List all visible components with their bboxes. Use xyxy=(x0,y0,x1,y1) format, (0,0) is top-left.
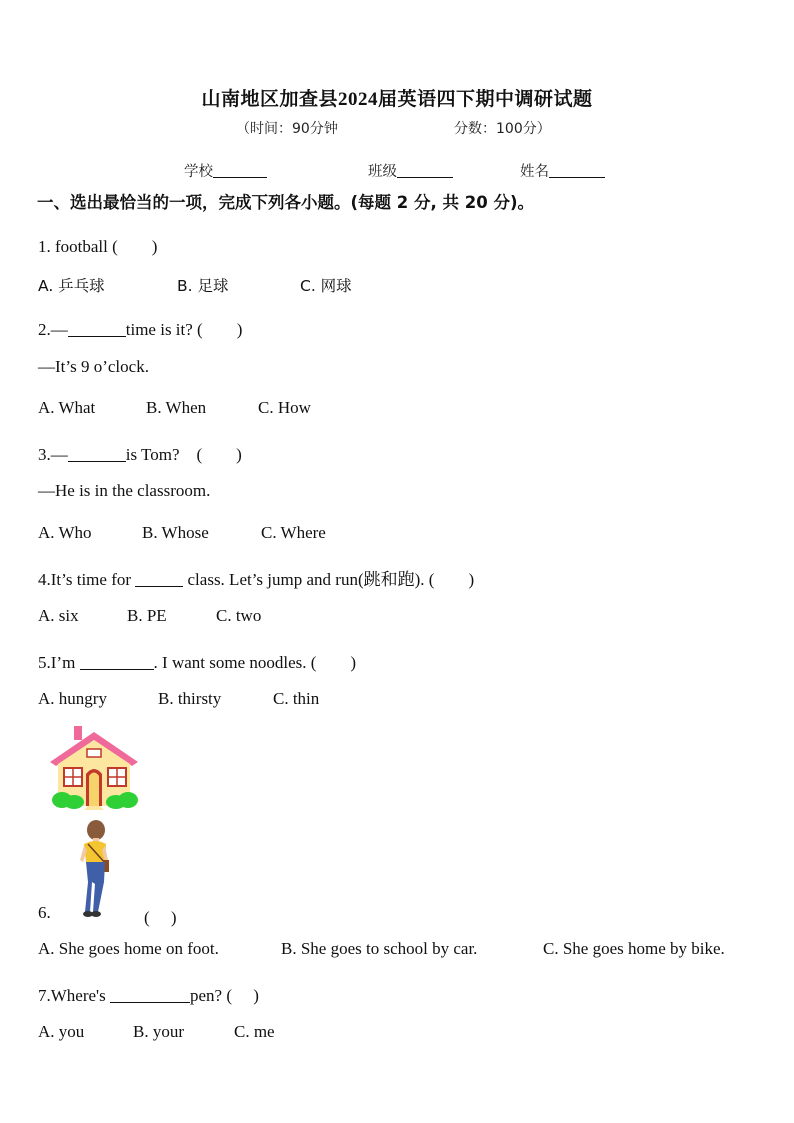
question-number: 4. xyxy=(38,570,51,589)
class-field xyxy=(368,160,453,181)
q1-option-b[interactable]: B. 足球 xyxy=(177,277,229,295)
name-field xyxy=(520,160,605,181)
girl-walking-icon xyxy=(80,820,109,917)
q4-option-b[interactable]: B. PE xyxy=(127,606,167,625)
exam-title: 山南地区加查县2024届英语四下期中调研试题 xyxy=(201,89,593,110)
school-blank[interactable] xyxy=(213,176,267,178)
question-stem: . I want some noodles. ( ) xyxy=(153,653,357,672)
question-6-stem: ( ) xyxy=(144,908,177,927)
q6-option-a[interactable]: A. She goes home on foot. xyxy=(38,939,219,958)
answer-blank[interactable] xyxy=(68,335,126,337)
stem-dash: — xyxy=(50,445,68,464)
answer-blank[interactable] xyxy=(80,668,154,670)
question-number: 3. xyxy=(38,445,51,464)
stem-text: It’s time for xyxy=(50,570,136,589)
q2-option-b[interactable]: B. When xyxy=(146,398,207,417)
q3-answer-line: —He is in the classroom. xyxy=(38,481,211,500)
question-6-number: 6. xyxy=(38,903,51,922)
q6-option-c[interactable]: C. She goes home by bike. xyxy=(543,939,725,958)
class-label: 班级 xyxy=(368,164,397,180)
question-3 xyxy=(38,440,242,465)
question-2 xyxy=(38,315,242,340)
school-field xyxy=(184,160,267,181)
question-number: 2. xyxy=(38,320,51,339)
house-and-girl-illustration xyxy=(48,722,140,922)
question-4 xyxy=(38,565,474,590)
stem-text: I’m xyxy=(50,653,80,672)
q3-option-b[interactable]: B. Whose xyxy=(142,523,209,542)
question-number: 1. xyxy=(38,237,51,256)
q1-option-c[interactable]: C. 网球 xyxy=(300,277,352,295)
class-blank[interactable] xyxy=(397,176,453,178)
question-stem: time is it? ( ) xyxy=(125,320,243,339)
stem-text: Where's xyxy=(50,986,110,1005)
q5-option-b[interactable]: B. thirsty xyxy=(158,689,222,708)
question-1 xyxy=(38,232,157,257)
q4-option-a[interactable]: A. six xyxy=(38,606,79,625)
q7-option-b[interactable]: B. your xyxy=(133,1022,184,1041)
question-5 xyxy=(38,648,356,673)
stem-dash: — xyxy=(50,320,68,339)
answer-blank[interactable] xyxy=(110,1001,190,1003)
q2-option-a[interactable]: A. What xyxy=(38,398,96,417)
exam-time: （时间：90分钟 xyxy=(236,121,338,137)
question-number: 5. xyxy=(38,653,51,672)
section-heading: 一、选出最恰当的一项，完成下列各小题。(每题 2 分, 共 20 分)。 xyxy=(37,193,535,212)
answer-blank[interactable] xyxy=(68,460,126,462)
name-blank[interactable] xyxy=(549,176,605,178)
exam-score: 分数：100分） xyxy=(454,121,551,137)
school-label: 学校 xyxy=(184,164,213,180)
answer-blank[interactable] xyxy=(135,585,183,587)
question-number: 7. xyxy=(38,986,51,1005)
question-stem: is Tom? ( ) xyxy=(125,445,242,464)
q3-option-c[interactable]: C. Where xyxy=(261,523,326,542)
q1-option-a[interactable]: A. 乒乓球 xyxy=(38,277,105,295)
q7-option-c[interactable]: C. me xyxy=(234,1022,275,1041)
q5-option-c[interactable]: C. thin xyxy=(273,689,320,708)
q6-option-b[interactable]: B. She goes to school by car. xyxy=(281,939,478,958)
q3-option-a[interactable]: A. Who xyxy=(38,523,92,542)
question-stem: class. Let’s jump and run(跳和跑). ( ) xyxy=(183,570,475,589)
q5-option-a[interactable]: A. hungry xyxy=(38,689,107,708)
name-label: 姓名 xyxy=(520,164,549,180)
q2-answer-line: —It’s 9 o’clock. xyxy=(38,357,149,376)
q2-option-c[interactable]: C. How xyxy=(258,398,311,417)
question-stem: pen? ( ) xyxy=(189,986,259,1005)
question-stem: football ( ) xyxy=(55,237,158,256)
q4-option-c[interactable]: C. two xyxy=(216,606,262,625)
q7-option-a[interactable]: A. you xyxy=(38,1022,85,1041)
question-7 xyxy=(38,981,259,1006)
house-icon xyxy=(50,726,138,810)
